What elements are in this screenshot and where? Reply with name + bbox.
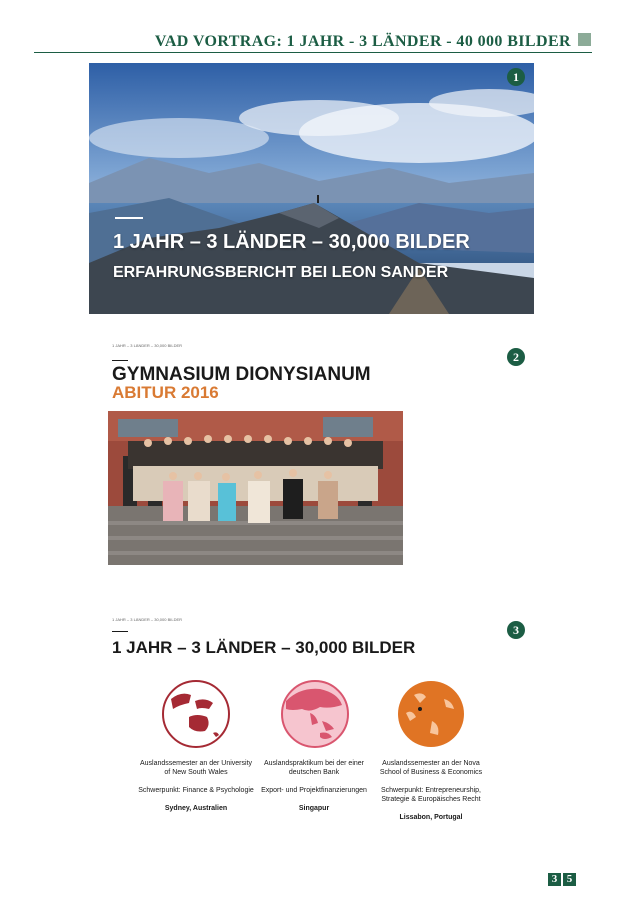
- column-singapore-focus: Export- und Projektfinanzierungen: [261, 787, 367, 794]
- column-lisbon-focus: Schwerpunkt: Entrepreneurship, Strategie & Europäisches Recht: [381, 787, 481, 803]
- slide-3-title: 1 JAHR – 3 LÄNDER – 30,000 BILDER: [112, 638, 416, 657]
- page-number: [548, 873, 576, 886]
- column-lisbon: [372, 759, 490, 822]
- slide-2-accent-rule: [112, 360, 128, 361]
- column-sydney-focus: Schwerpunkt: Finance & Psychologie: [138, 787, 254, 794]
- slide-3-accent-rule: [112, 631, 128, 632]
- slide-marker-1: 1: [507, 68, 525, 86]
- column-singapore: [255, 759, 373, 813]
- slide-marker-2: 2: [507, 348, 525, 366]
- document-header-title: VAD VORTRAG: 1 JAHR - 3 LÄNDER - 40 000 BILDER: [154, 33, 571, 50]
- column-lisbon-city: Lissabon, Portugal: [399, 814, 463, 821]
- column-sydney-city: Sydney, Australien: [164, 805, 228, 812]
- slide-2-title: GYMNASIUM DIONYSIANUM: [112, 364, 371, 385]
- column-singapore-city: Singapur: [298, 805, 330, 812]
- slide-3-small-label: 1 JAHR – 3 LÄNDER – 30,000 BILDER: [112, 617, 183, 622]
- slide-2-subtitle: ABITUR 2016: [112, 383, 219, 402]
- column-sydney-description: Auslandssemester an der University of New South Wales: [139, 760, 253, 776]
- header-rule: [34, 52, 592, 53]
- graduation-group-photo: [108, 411, 403, 565]
- column-singapore-description: Auslandspraktikum bei der einer deutschen Bank: [264, 760, 364, 776]
- page-number-digit-1: 3: [548, 873, 561, 886]
- page-number-digit-2: 5: [563, 873, 576, 886]
- column-sydney: [137, 759, 255, 813]
- slide-1-title-image: [89, 63, 534, 314]
- column-lisbon-description: Auslandssemester an der Nova School of Business & Economics: [379, 760, 483, 776]
- slide-1-subtitle: ERFAHRUNGSBERICHT BEI LEON SANDER: [113, 264, 449, 281]
- header-square-ornament: [578, 33, 591, 46]
- slide-1-accent-rule: [115, 217, 143, 219]
- globe-australia-icon: [161, 679, 231, 749]
- slide-2-small-label: 1 JAHR – 3 LÄNDER – 30,000 BILDER: [112, 343, 183, 348]
- globe-asia-icon: [280, 679, 350, 749]
- globe-europe-icon: [396, 679, 466, 749]
- slide-1-title: 1 JAHR – 3 LÄNDER – 30,000 BILDER: [113, 231, 470, 253]
- slide-marker-3: 3: [507, 621, 525, 639]
